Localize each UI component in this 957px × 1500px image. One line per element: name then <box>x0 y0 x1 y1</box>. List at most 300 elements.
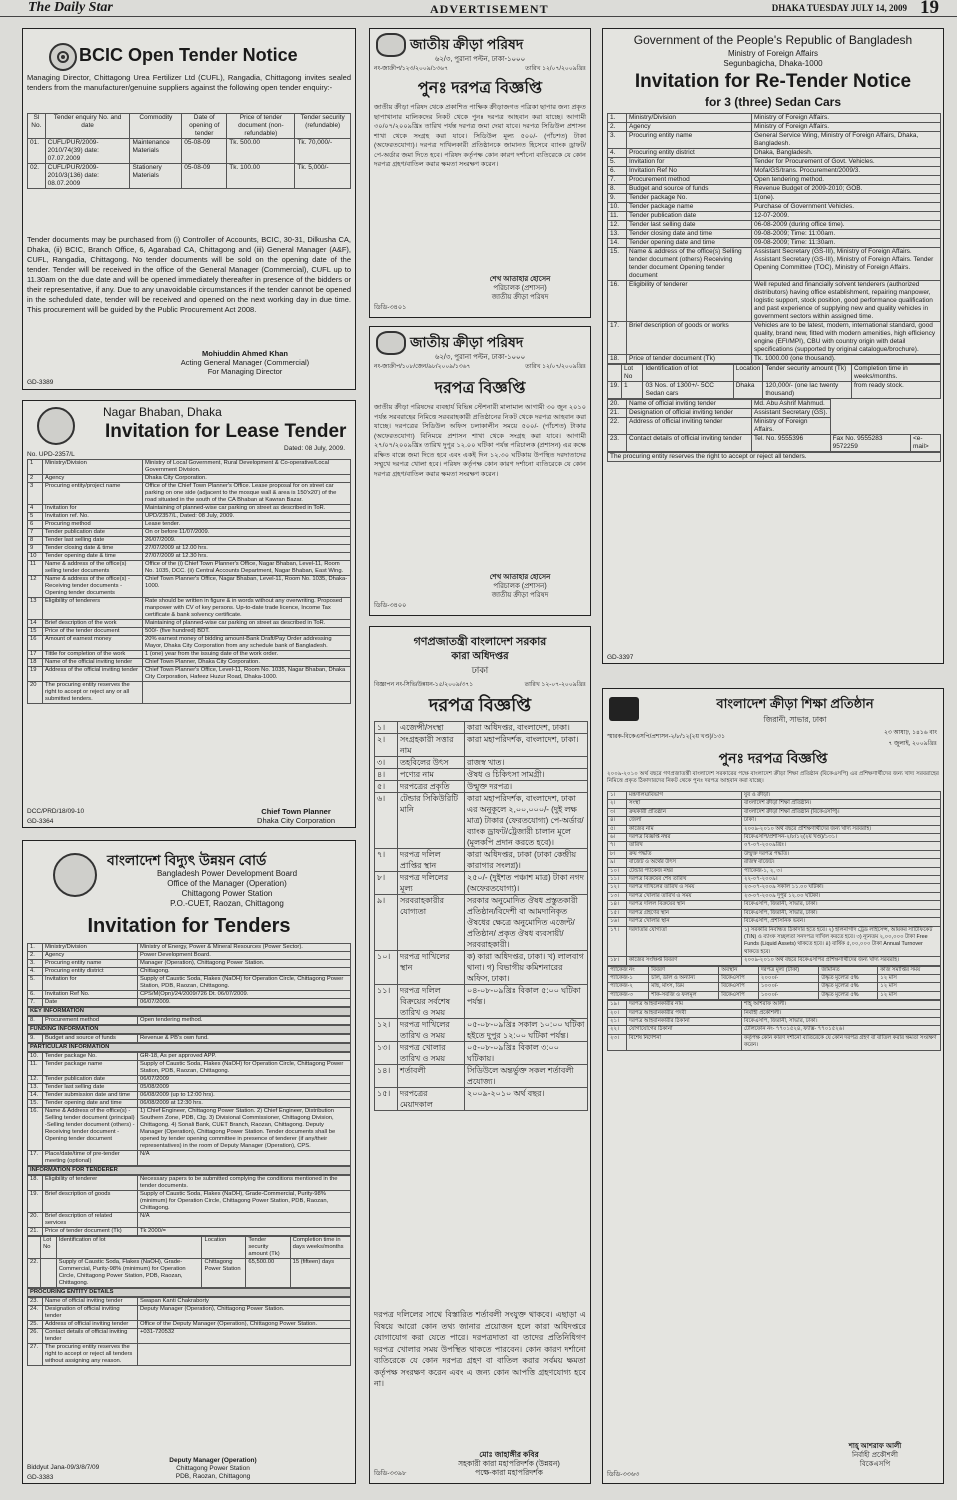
mofa-rows-cell: Tender opening date and time <box>627 239 752 248</box>
bksp-pkg-col: দরপত্র মূল্য (টাকা) <box>758 966 819 974</box>
bpdb-rows5-row <box>28 1213 351 1228</box>
bksp-rows-cell: মন্ত্রণালয়/বিভাগ <box>627 792 742 800</box>
table-cell: বিকেএসপি <box>719 974 759 982</box>
bpdb-rows4-cell: 16. <box>28 1108 43 1151</box>
table-row <box>28 505 351 513</box>
bksp-rows2-cell: টেলিফোন নং- ৭৭০১৫২৪, ফ্যাক্স- ৭৭০১৫২৬। <box>742 1026 941 1034</box>
table-cell: ৬। <box>375 793 398 849</box>
table-cell: Tk. 70,000/- <box>295 139 351 164</box>
table-cell: Tel. No. 9555396 <box>752 435 831 452</box>
bpdb-rows6-row <box>28 1344 351 1366</box>
table-cell: CUFL/PUR/2009-2010/74(39) date: 07.07.2009 <box>45 139 130 164</box>
mofa-rows-row <box>608 239 941 248</box>
bpdb-rows4-cell: 17. <box>28 1151 43 1166</box>
bpdb-rows6-cell: 26. <box>28 1329 43 1344</box>
bksp-rows2-cell: ১৯। <box>608 1001 627 1009</box>
table-cell: 13 <box>28 598 43 620</box>
bpdb-rows4-cell: 15. <box>28 1100 43 1108</box>
table-cell: ০৫-০৮-০৯খ্রিঃ সকাল ১০:০০ ঘটিকা হইতে দুপুর ১২:০০ ঘটিকা পর্যন্ত। <box>465 1019 588 1042</box>
bpdb-rows4-cell: Tender package name <box>43 1061 138 1076</box>
bpdb-sig1: Deputy Manager (Operation) <box>169 1457 257 1464</box>
table-row <box>375 849 588 872</box>
bpdb-rows6-cell: Name of official inviting tender <box>43 1298 138 1306</box>
table-cell: from ready stock. <box>851 382 940 399</box>
bksp-rows-cell: ৬। <box>608 834 627 842</box>
table-cell: 22. <box>28 1259 41 1288</box>
bpdb-rows4-cell: 06/07/2009 <box>138 1076 351 1084</box>
table-cell: 120,000/- (one lac twenty thousand) <box>763 382 852 399</box>
mofa-rows-cell: 3. <box>608 132 627 149</box>
lease-ref: No. UPD-2357/L <box>27 451 75 458</box>
bksp-rows2-cell: ২২। <box>608 1026 627 1034</box>
bksp-rows-cell: দরপত্র বিক্রয়ের শেষ তারিখ <box>627 876 742 884</box>
mofa-rows2 <box>607 399 941 452</box>
table-cell: Maintenance Materials <box>130 139 182 164</box>
mofa-rows-cell: Tender package name <box>627 203 752 212</box>
table-cell: 6 <box>28 521 43 529</box>
table-row <box>608 418 941 435</box>
bksp-rows-row <box>608 918 941 926</box>
bksp-pkg-col: জামানত <box>819 966 878 974</box>
bksp-rows-cell: তারিখ <box>627 842 742 850</box>
table-cell: কারা অধিদপ্তর, বাংলাদেশ, ঢাকা। <box>465 722 588 734</box>
table-cell: ৮। <box>375 872 398 895</box>
table-cell <box>608 365 622 382</box>
bksp-rows2-row <box>608 1034 941 1050</box>
table-cell: কারা মহাপরিদর্শক, বাংলাদেশ, ঢাকা এর অনুকূলে ২,০০,০০০/- (দুই লক্ষ মাত্র) টাকার (ফেরতযোগ্য) পে-অর্ডার/ব্যাংক ড্রাফট/ট্রেজারী চালান মূলে (মূলকপি প্রদান করতে হবে)। <box>465 793 588 849</box>
bksp-rows-row <box>608 957 941 965</box>
bpdb-rows4-cell: 06/08/2009 at 12:30 hrs. <box>138 1100 351 1108</box>
table-row <box>28 598 351 620</box>
bksp-rows-cell: বিকেএসপি, প্রশাসনিক ভবন। <box>742 918 941 926</box>
table-cell: ১২ মাস <box>878 974 941 982</box>
table-cell: Dhaka City Corporation. <box>143 475 351 483</box>
table-cell: দরপত্র দলিল বিক্রয়ের সর্বশেষ তারিখ ও সময় <box>398 985 465 1019</box>
mofa-lot-col: Identification of lot <box>643 365 733 382</box>
bpdb-sec-fund: FUNDING INFORMATION <box>27 1025 351 1034</box>
table-cell: বিকেএসপি <box>719 991 759 999</box>
bksp-rows-cell: বিকেএসপি/প্রশাসন-২/৮/১২(২য় খণ্ড)/১৩১। <box>742 834 941 842</box>
bpdb-rows4-row <box>28 1100 351 1108</box>
table-cell: Tender publication date <box>43 529 143 537</box>
bksp-rows-cell: ৮। <box>608 850 627 858</box>
table-cell: 05-08-09 <box>182 164 227 189</box>
bpdb-rows4-cell: 1) Chief Engineer, Chittagong Power Station. 2) Chief Engineer, Distribution Southern Zone, PDB, Ctg. 3) Divisional Commissioner, Chittagong Division, Chittagong. 4) Sonali Bank, CUET Branch, Raozan, Chittagong. Deputy Manager (Operation), Chittagong Power Station. Tender documents shall be opened by tender opening committee in presence of tenderer (if any/their representatives) in the room of Deputy Manager (Operation), CPS. <box>138 1108 351 1151</box>
bksp-rows-cell: দরদাতার যোগ্যতা <box>627 926 742 957</box>
bpdb-rows-cell: Ministry of Energy, Power & Mineral Resources (Power Sector). <box>138 944 351 952</box>
bpdb-sec-part: PARTICULAR INFORMATION <box>27 1043 351 1052</box>
table-cell: ১২ মাস <box>878 991 941 999</box>
lease-org: Nagar Bhaban, Dhaka <box>103 405 222 419</box>
bpdb-rows-cell: Procuring entity name <box>43 960 138 968</box>
bpdb-sec-proc: PROCURING ENTITY DETAILS <box>27 1288 351 1297</box>
bpdb-rows-row <box>28 991 351 999</box>
bpdb-rows4-cell: Tender last selling date <box>43 1084 138 1092</box>
table-cell: 65,500.00 <box>246 1259 290 1288</box>
table-cell: ১৫। <box>375 1088 398 1111</box>
bpdb-rows6-row <box>28 1321 351 1329</box>
table-row <box>375 793 588 849</box>
table-cell: Assistant Secretary (GS). <box>752 409 831 418</box>
bksp-rows-row <box>608 901 941 909</box>
bksp-rows-cell: কাজের সংক্ষিপ্ত বিবরণ <box>627 957 742 965</box>
bpdb-rows4-row <box>28 1053 351 1061</box>
table-cell: ১০। <box>375 951 398 985</box>
table-cell: Md. Abu Ashrif Mahmud. <box>752 400 831 409</box>
table-row <box>28 620 351 628</box>
nsc1-ref: নং-জাক্রীপ/১২৩/২০০৯/১৩৬৭ <box>374 66 448 72</box>
table-row <box>375 781 588 793</box>
bpdb-rows5-cell: N/A <box>138 1213 351 1228</box>
table-row <box>28 636 351 651</box>
table-cell: Tk. 5,000/- <box>295 164 351 189</box>
table-cell: Name of the official inviting tender <box>43 659 143 667</box>
nsc1-sig3: জাতীয় ক্রীড়া পরিষদ <box>491 294 549 301</box>
mofa-rows-cell: General Service Wing, Ministry of Foreign Affairs, Dhaka, Bangladesh. <box>752 132 941 149</box>
bksp-rows2-cell: ২৩। <box>608 1034 627 1050</box>
mofa-rows-cell: Revenue Budget of 2009-2010; GOB. <box>752 185 941 194</box>
table-cell: ২০০৯-২০১০ অর্থ বছর। <box>465 1088 588 1111</box>
table-cell: CUFL/PUR/2009-2010/3(136) date: 08.07.2009 <box>45 164 130 189</box>
bpdb-l1: Bangladesh Power Development Board <box>156 869 298 878</box>
nsc1-code: ডিডি-৩৪০১ <box>374 304 407 311</box>
table-cell: Brief description of the work <box>43 620 143 628</box>
bksp-rows-cell: ২০০৯-২০১০ অর্থ বছরে বিকেএসপির প্রশিক্ষণার্থীদের জন্য খাদ্য সরবরাহ। <box>742 957 941 965</box>
table-cell: Tittle for completion of the work <box>43 651 143 659</box>
dcc-logo-icon <box>37 407 75 445</box>
table-cell: Maintaining of planned-wise car parking on street as described in ToR. <box>143 505 351 513</box>
nsc2-sig1: শেখ আতাহার হোসেন <box>489 574 551 581</box>
table-cell: Name of official inviting tender <box>627 400 752 409</box>
bksp-rows-row <box>608 867 941 875</box>
nsc-tender-notice <box>369 326 591 616</box>
mofa-rows-cell: Tender last selling date <box>627 221 752 230</box>
mofa-rows-cell: 17. <box>608 322 627 355</box>
table-row <box>28 651 351 659</box>
bpdb-rows4-cell: Tender opening date and time <box>43 1100 138 1108</box>
bksp-rows2-cell: কর্তৃপক্ষ কোন কারণ দর্শানো ব্যতিরেকে যে কোন দরপত্র গ্রহণ বা বাতিল করার ক্ষমতা সংরক্ষণ করেন। <box>742 1034 941 1050</box>
mofa-rows-row <box>608 248 941 281</box>
bksp-rows-cell: ঢাকা। <box>742 817 941 825</box>
table-cell: 5 <box>28 513 43 521</box>
table-row <box>375 1065 588 1088</box>
lease-code1: DCC/PRD/18/09-10 <box>27 808 85 815</box>
bksp-rows2-cell: যোগাযোগের ঠিকানা <box>627 1026 742 1034</box>
mofa-rows-cell: 09-08-2009; Time: 11:00am. <box>752 230 941 239</box>
bksp-addr: জিরানী, সাভার, ঢাকা <box>763 715 827 724</box>
mofa-rows-cell: Agency <box>627 123 752 132</box>
mofa-rows-cell: Tender for Procurement of Govt. Vehicles. <box>752 158 941 167</box>
bpdb-rows6-cell: Contact details of official inviting tender <box>43 1329 138 1344</box>
bksp-rows-row <box>608 884 941 892</box>
table-cell: Invitation for <box>43 505 143 513</box>
bpdb-sec-tenderer: INFORMATION FOR TENDERER <box>27 1166 351 1175</box>
bcic-code: GD-3389 <box>27 379 54 386</box>
mofa-addr: Segunbagicha, Dhaka-1000 <box>723 59 823 68</box>
table-row <box>608 974 941 982</box>
bksp-logo-icon <box>609 697 639 721</box>
bcic-col-header: Date of opening of tender <box>182 114 227 139</box>
table-cell: 1 <box>622 382 643 399</box>
bpdb-rows-row <box>28 944 351 952</box>
table-cell: Supply of Caustic Soda, Flakes (NaOH), Grade-Commercial, Purity-98% (minimum) for Operation Circle, Chittagong Power Station, PDB, Raozan, Chittagong. <box>56 1259 202 1288</box>
table-cell: 500/- (five hundred) BDT. <box>143 628 351 636</box>
table-cell: উদ্ধৃত মূল্যের ৫% <box>819 991 878 999</box>
bpdb-sig3: PDB, Raozan, Chittagong <box>175 1473 251 1480</box>
table-cell: Address of official inviting tender <box>627 418 752 435</box>
prison-sig3: পক্ষে-কারা মহাপরিদর্শক <box>475 1468 543 1477</box>
bpdb-rows6-row <box>28 1298 351 1306</box>
mofa-rows-cell: Tender package No. <box>627 194 752 203</box>
bksp-rows-cell: ১২। <box>608 884 627 892</box>
mofa-rows-cell: Eligibility of tenderer <box>627 281 752 322</box>
mofa-rows-cell: 9. <box>608 194 627 203</box>
bpdb-rows-cell: 3. <box>28 960 43 968</box>
bcic-sig-title: Acting General Manager (Commercial) <box>180 358 310 367</box>
bpdb-rows5-cell: 18. <box>28 1176 43 1191</box>
bksp-rows-row <box>608 892 941 900</box>
bksp-rows-cell: প্যাকেজ-১, ২, ৩। <box>742 867 941 875</box>
mofa-rows-cell: Mofa/GS/trans. Procurement/2009/3. <box>752 167 941 176</box>
bksp-rows-cell: টেন্ডার প্যাকেজ নম্বর <box>627 867 742 875</box>
bksp-code: ডিডি-৩৩৬৩ <box>607 1471 640 1478</box>
table-cell: Fax No. 9555283 9572259 <box>830 435 910 452</box>
mofa-rows-cell: Assistant Secretary (GS-III), Ministry of Foreign Affairs. Assistant Secretary (GS-III), Ministry of Foreign Affairs. Tender Opening Committee (TOC), Ministry of Foreign Affairs. <box>752 248 941 281</box>
table-row <box>375 985 588 1019</box>
bpdb-rows-cell: 06/07/2009. <box>138 999 351 1007</box>
lease-sig-org: Dhaka City Corporation <box>257 816 335 825</box>
table-row <box>28 667 351 682</box>
mofa-lot-col: Lot No <box>622 365 643 382</box>
bpdb-rows6-cell: Office of the Deputy Manager (Operation), Chittagong Power Station. <box>138 1321 351 1329</box>
lease-dated: Dated: 08 July, 2009. <box>284 445 345 452</box>
table-cell: 1 <box>28 460 43 475</box>
prison-date: তারিখ ১২-০৭-২০০৯খ্রিঃ <box>524 682 586 688</box>
mofa-lot-col: Location <box>733 365 763 382</box>
table-row <box>375 895 588 951</box>
bksp-rows2-row <box>608 1026 941 1034</box>
table-cell: কারা অধিদপ্তর, ঢাকা (ঢাকা কেন্দ্রীয় কারাগার সংলগ্ন)। <box>465 849 588 872</box>
bpdb-rows4-cell: 12. <box>28 1076 43 1084</box>
bpdb-rows6-cell <box>138 1344 351 1366</box>
table-cell: Dhaka <box>733 382 763 399</box>
bpdb-rows-row <box>28 968 351 976</box>
table-cell: ৫। <box>375 781 398 793</box>
table-cell: The procuring entity reserves the right to accept or reject any or all submitted tenders. <box>43 682 143 704</box>
nsc2-body: জাতীয় ক্রীড়া পরিষদের ব্যবহার্য বিভিন্ন স্টেশনারী মালামাল আগামী ৩০ জুন ২০১০ পর্যন্ত সরবরাহের নিমিত্তে সরবরাহকারী প্রতিষ্ঠানের নিকট থেকে দরপত্র আহবান করা যাচ্ছে। দরপত্রের সিডিউল অফিস চলাকালীন সময়ে ৫০০/- (পাঁচশত) টাকার (অফেরতযোগ্য) বিনিময়ে প্রশাসন শাখা থেকে সংগ্রহ করা যাবে। আগামী ২৭/০৭/২০০৯খ্রিঃ তারিখ দুপুর ১২.০০ ঘটিকা পর্যন্ত পরিচালক (প্রশাসন) এর কক্ষে রক্ষিত বাক্সে জমা দিতে হবে এবং একই দিন ১২.৩০ ঘটিকায় উপস্থিত দরদাতাদের সম্মুখে দরপত্র খোলা হবে। পরিষদ কর্তৃপক্ষ কোন কারণ দর্শানো ব্যতিরেকে যে কোন দরপত্র গ্রহণ/বাতিল করার ক্ষমতা সংরক্ষণ করেন। <box>374 404 586 478</box>
bpdb-lot-col: Identification of lot <box>56 1237 202 1259</box>
mofa-rows-row <box>608 221 941 230</box>
bcic-table <box>27 113 351 189</box>
table-row <box>608 435 941 452</box>
bpdb-rows6-row <box>28 1329 351 1344</box>
table-row <box>608 983 941 991</box>
nsc2-sig3: জাতীয় ক্রীড়া পরিষদ <box>491 592 549 599</box>
lease-title: Invitation for Lease Tender <box>105 421 347 442</box>
mofa-rows-row <box>608 114 941 123</box>
table-cell: 7 <box>28 529 43 537</box>
bksp-rows-cell: বাংলাদেশ ক্রীড়া শিক্ষা প্রতিষ্ঠান (বিকেএসপি)। <box>742 808 941 816</box>
mofa-rows-cell: Invitation Ref No <box>627 167 752 176</box>
bpdb-rows5-row <box>28 1176 351 1191</box>
bksp-pkg-col: অবস্থান <box>719 966 759 974</box>
bpdb-tender-notice <box>22 840 356 1484</box>
section-label: ADVERTISEMENT <box>430 2 549 16</box>
bpdb-rows5-cell: Necessary papers to be submitted complying the conditions mentioned in the tender documents. <box>138 1176 351 1191</box>
bpdb-rows-cell: 4. <box>28 968 43 976</box>
bcic-col-header: Sl No. <box>28 114 46 139</box>
mofa-rows-cell: 16. <box>608 281 627 322</box>
prison-footer: দরপত্র দলিলের সাথে বিস্তারিত শর্তাবলী সংযুক্ত থাকবে। এছাড়া এ বিষয়ে আরো কোন তথ্য জানার প্রয়োজন হলে কারা অধিদপ্তরে যোগাযোগ করা যেতে পারে। দরপত্রদাতা বা তাদের প্রতিনিধিগণ দরপত্র খোলার সময় উপস্থিত থাকতে পারবেন। কোন কারণ দর্শানো ব্যতিরেকে যে কোন দরপত্র গ্রহণ বা বাতিল করার সর্বময় ক্ষমতা কর্তৃপক্ষ সংরক্ষণ করেন এবং এ জন্য কোন আপত্তি গ্রহণযোগ্য হবে না। <box>374 1310 586 1388</box>
table-cell: 27/07/2009 at 12.30 hrs. <box>143 553 351 561</box>
table-cell: 14 <box>28 620 43 628</box>
mofa-rows-row <box>608 167 941 176</box>
prison-city: ঢাকা <box>471 665 489 675</box>
bksp-rows-row <box>608 909 941 917</box>
table-cell: দরপত্র দলিলের মূল্য <box>398 872 465 895</box>
bksp-intro: ২০০৯-২০১০ অর্থ বছরে গণপ্রজাতন্ত্রী বাংলাদেশ সরকারের পক্ষে বাংলাদেশ ক্রীড়া শিক্ষা প্রতিষ্ঠান (বিকেএসপি) এর প্রশিক্ষণার্থীদের জন্য খাদ্য সরবরাহের নিমিত্তে প্রকৃত ঠিকাদারদের নিকট থেকে পুনঃ দরপত্র আহবান করা যাচ্ছে। <box>607 771 939 784</box>
bksp-rows2-cell: নির্বাহী প্রকৌশলী। <box>742 1009 941 1017</box>
bcic-signature <box>145 349 345 376</box>
bksp-rows-row <box>608 834 941 842</box>
table-cell: Eligibility of tenderers <box>43 598 143 620</box>
bksp-rows-cell: ১৬। <box>608 918 627 926</box>
prison-title: দরপত্র বিজ্ঞপ্তি <box>428 695 532 715</box>
bksp-rows-cell: ১০। <box>608 867 627 875</box>
bksp-pkg-col: বিবরণ <box>649 966 719 974</box>
bksp-dates <box>884 727 937 749</box>
bpdb-rows4-cell: Tender publication date <box>43 1076 138 1084</box>
table-cell: 8 <box>28 537 43 545</box>
bksp-pkg-header <box>608 966 941 974</box>
bksp-pkg-col: কাজ সমাপ্তির সময় <box>878 966 941 974</box>
mofa-rows-cell: Tk. 1000.00 (one thousand). <box>752 355 941 364</box>
bksp-rows-cell: দরপত্র গ্রহণের স্থান <box>627 909 742 917</box>
table-row <box>28 659 351 667</box>
table-row <box>28 139 351 164</box>
bpdb-rows-row <box>28 952 351 960</box>
table-cell: ৭। <box>375 849 398 872</box>
bpdb-bn-title: বাংলাদেশ বিদ্যুৎ উন্নয়ন বোর্ড <box>107 852 267 868</box>
bpdb-rows-cell: Agency <box>43 952 138 960</box>
table-cell: উদ্ধৃত মূল্যের ৫% <box>819 983 878 991</box>
table-cell: 11 <box>28 561 43 576</box>
mofa-code: GD-3397 <box>607 654 634 661</box>
table-cell: Tender last selling date <box>43 537 143 545</box>
table-cell: Agency <box>43 475 143 483</box>
bpdb-rows4-cell: Tender submission date and time <box>43 1092 138 1100</box>
bpdb-rows6-cell: The procuring entity reserves the right to accept or reject all tenders without assigning any reason. <box>43 1344 138 1366</box>
table-cell <box>41 1259 57 1288</box>
table-cell: ৯। <box>375 895 398 951</box>
bpdb-rows3-row <box>28 1035 351 1043</box>
lease-signature <box>257 807 335 825</box>
table-cell: Office of the (i) Chief Town Planner's Office, Nagar Bhaban, Level-11, Room No. 1035, DCC. (ii) Central Accounts Department, Nagar Bhaban, East Wing. <box>143 561 351 576</box>
nsc1-sig1: শেখ আতাহার হোসেন <box>489 276 551 283</box>
bksp-pkg-col: প্যাকেজ নং <box>608 966 649 974</box>
bksp-rows-row <box>608 817 941 825</box>
table-cell: সিডিউলে অন্তর্ভুক্ত সকল শর্তাবলী প্রযোজ্য। <box>465 1065 588 1088</box>
bksp-sig1: শাহ্ আশরাফ আলী <box>848 1443 902 1450</box>
table-cell: 20% earnest money of bidding amount-Bank Draft/Pay Order addressing Mayor, Dhaka City Corporation from any schedule bank of Bangladesh. <box>143 636 351 651</box>
table-cell: ৩। <box>375 757 398 769</box>
bpdb-logo-icon <box>53 853 97 897</box>
nsc2-addr: ৬২/৩, পুরানা পল্টন, ঢাকা-১০০০ <box>434 354 526 361</box>
table-cell: ১১। <box>375 985 398 1019</box>
bpdb-lot-col: Tender security amount (Tk) <box>246 1237 290 1259</box>
mofa-rows-cell: Purchase of Government Vehicles. <box>752 203 941 212</box>
table-cell: এজেন্সী/সংস্থা <box>398 722 465 734</box>
mofa-rows-cell: 09-08-2009; Time: 11:30am. <box>752 239 941 248</box>
nsc1-title: পুনঃ দরপত্র বিজ্ঞপ্তি <box>417 80 543 97</box>
bpdb-code2: GD-3383 <box>27 1474 54 1481</box>
bksp-table <box>607 791 941 1051</box>
bpdb-lot-col: Lot No <box>41 1237 57 1259</box>
nsc2-date: তারিখ ১২/০৭/২০০৯খ্রিঃ <box>525 364 586 370</box>
mofa-rows-row <box>608 230 941 239</box>
bpdb-rows-row <box>28 960 351 968</box>
table-cell: Procuring method <box>43 521 143 529</box>
bksp-rows-cell: কাজের নাম <box>627 825 742 833</box>
table-row <box>28 576 351 598</box>
newspaper-name: The Daily Star <box>28 0 113 15</box>
bpdb-rows5-cell: Price of tender document (Tk) <box>43 1228 138 1236</box>
bpdb-rows4-row <box>28 1061 351 1076</box>
table-cell: 20. <box>608 400 627 409</box>
table-cell: প্যাকেজ-২ <box>608 983 649 991</box>
bpdb-rows-cell: 1. <box>28 944 43 952</box>
mofa-rows-cell: Tender publication date <box>627 212 752 221</box>
table-row <box>28 561 351 576</box>
bpdb-rows5-cell: 21. <box>28 1228 43 1236</box>
bksp-rows-cell: বিকেএসপি, জিরানী, সাভার, ঢাকা। <box>742 909 941 917</box>
bksp-rows-row <box>608 926 941 957</box>
bpdb-rows2 <box>27 1016 351 1025</box>
table-row <box>375 951 588 985</box>
mofa-lot-row <box>608 382 941 399</box>
bksp-rows-cell: দরপত্র বিজ্ঞপ্তি নম্বর <box>627 834 742 842</box>
mofa-rows-cell: Procuring entity district <box>627 149 752 158</box>
table-cell: Procuring entity/project name <box>43 483 143 505</box>
table-cell: দরপত্রের প্রকৃতি <box>398 781 465 793</box>
table-cell: Tk. 100.00 <box>227 164 295 189</box>
table-cell: ১০০০/- <box>758 991 819 999</box>
bksp-rows-cell: বাংলাদেশ ক্রীড়া শিক্ষা প্রতিষ্ঠান। <box>742 800 941 808</box>
mofa-rows-row <box>608 203 941 212</box>
bpdb-rows-cell: Procuring entity district <box>43 968 138 976</box>
mofa-rows-cell: 12. <box>608 221 627 230</box>
table-cell: 19 <box>28 667 43 682</box>
bpdb-rows-cell: Manager (Operation), Chittagong Power Station. <box>138 960 351 968</box>
table-cell: Tender opening date & time <box>43 553 143 561</box>
table-cell: প্যাকেজ-৩ <box>608 991 649 999</box>
table-cell: উদ্ধৃত মূল্যের ৫% <box>819 974 878 982</box>
bksp-rows-cell: ১৭। <box>608 926 627 957</box>
table-cell: টেন্ডার সিকিউরিটি মানি <box>398 793 465 849</box>
bksp-rows-cell: বিকেএসপি, জিরানী, সাভার, ঢাকা। <box>742 901 941 909</box>
table-row <box>28 682 351 704</box>
mofa-rows-cell: 6. <box>608 167 627 176</box>
bcic-col-header: Commodity <box>130 114 182 139</box>
bksp-ref: স্মারক-বিকেএসপি/প্রশাসন-২/৮/১২(২য় খণ্ড)/১৩১ <box>607 734 726 740</box>
bksp-title: পুনঃ দরপত্র বিজ্ঞপ্তি <box>718 750 828 766</box>
mofa-rows-cell: Name & address of the office(s) Selling tender document (others) Receiving tender document Opening tender document <box>627 248 752 281</box>
bpdb-rows-cell: CPS/M(Opn)/24/2009/726 Dt. 06/07/2009. <box>138 991 351 999</box>
mofa-title: Invitation for Re-Tender Notice <box>634 71 912 92</box>
table-row <box>375 722 588 734</box>
bksp-rows-cell: ৪। <box>608 817 627 825</box>
bksp-rows-cell: যুব ও ক্রীড়া। <box>742 792 941 800</box>
